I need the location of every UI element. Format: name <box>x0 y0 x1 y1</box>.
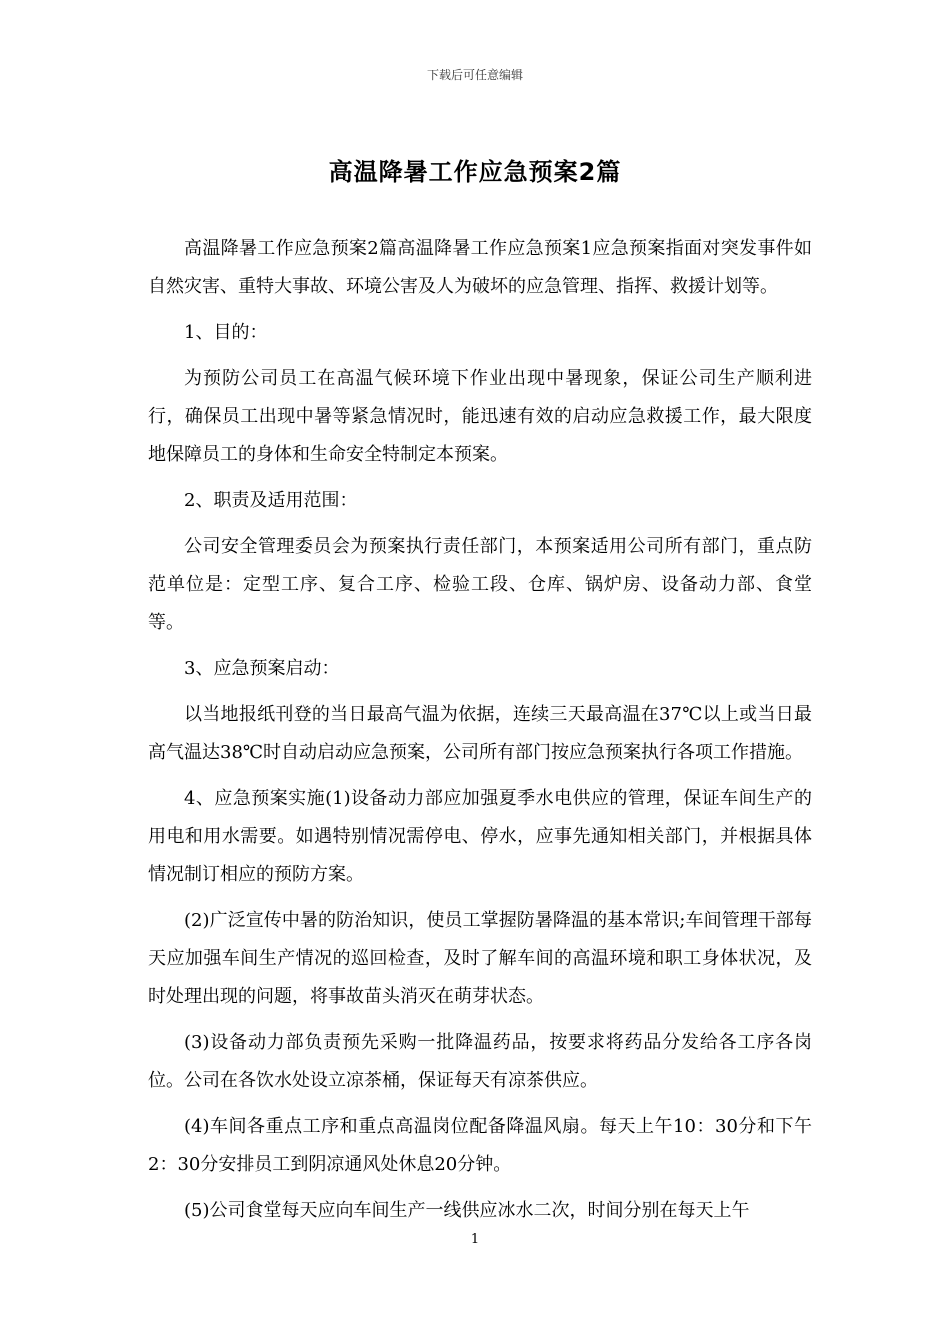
paragraph-purpose: 为预防公司员工在高温气候环境下作业出现中暑现象，保证公司生产顺利进行，确保员工出现中暑等紧急情况时，能迅速有效的启动应急救援工作，最大限度地保障员工的身体和生命安全特制定本预案。 <box>148 368 812 465</box>
section-heading-activation: 3、应急预案启动： <box>184 658 340 679</box>
header-note: 下载后可任意编辑 <box>426 68 523 82</box>
paragraph-scope: 公司安全管理委员会为预案执行责任部门，本预案适用公司所有部门，重点防范单位是：定型工序、复合工序、检验工段、仓库、锅炉房、设备动力部、食堂等。 <box>148 536 812 633</box>
section-heading-purpose: 1、目的： <box>184 322 268 343</box>
page-number: 1 <box>470 1232 480 1247</box>
paragraph-implementation-1: 4、应急预案实施(1)设备动力部应加强夏季水电供应的管理，保证车间生产的用电和用水需要。如遇特别情况需停电、停水，应事先通知相关部门，并根据具体情况制订相应的预防方案。 <box>148 788 812 885</box>
paragraph-implementation-3: (3)设备动力部负责预先采购一批降温药品，按要求将药品分发给各工序各岗位。公司在各饮水处设立凉茶桶，保证每天有凉茶供应。 <box>148 1032 812 1091</box>
paragraph-activation: 以当地报纸刊登的当日最高气温为依据，连续三天最高温在37℃以上或当日最高气温达38℃时自动启动应急预案，公司所有部门按应急预案执行各项工作措施。 <box>148 704 812 763</box>
paragraph-intro: 高温降暑工作应急预案2篇高温降暑工作应急预案1应急预案指面对突发事件如自然灾害、重特大事故、环境公害及人为破坏的应急管理、指挥、救援计划等。 <box>148 238 812 297</box>
paragraph-implementation-4: (4)车间各重点工序和重点高温岗位配备降温风扇。每天上午10：30分和下午2：30分安排员工到阴凉通风处休息20分钟。 <box>148 1116 812 1175</box>
document-body <box>148 230 812 1238</box>
paragraph-implementation-5: (5)公司食堂每天应向车间生产一线供应冰水二次，时间分别在每天上午 <box>184 1200 750 1221</box>
document-title: 高温降暑工作应急预案2篇 <box>328 158 622 186</box>
section-heading-scope: 2、职责及适用范围： <box>184 490 358 511</box>
paragraph-implementation-2: (2)广泛宣传中暑的防治知识，使员工掌握防暑降温的基本常识;车间管理干部每天应加强车间生产情况的巡回检查，及时了解车间的高温环境和职工身体状况，及时处理出现的问题，将事故苗头消灭在萌芽状态。 <box>148 910 812 1007</box>
